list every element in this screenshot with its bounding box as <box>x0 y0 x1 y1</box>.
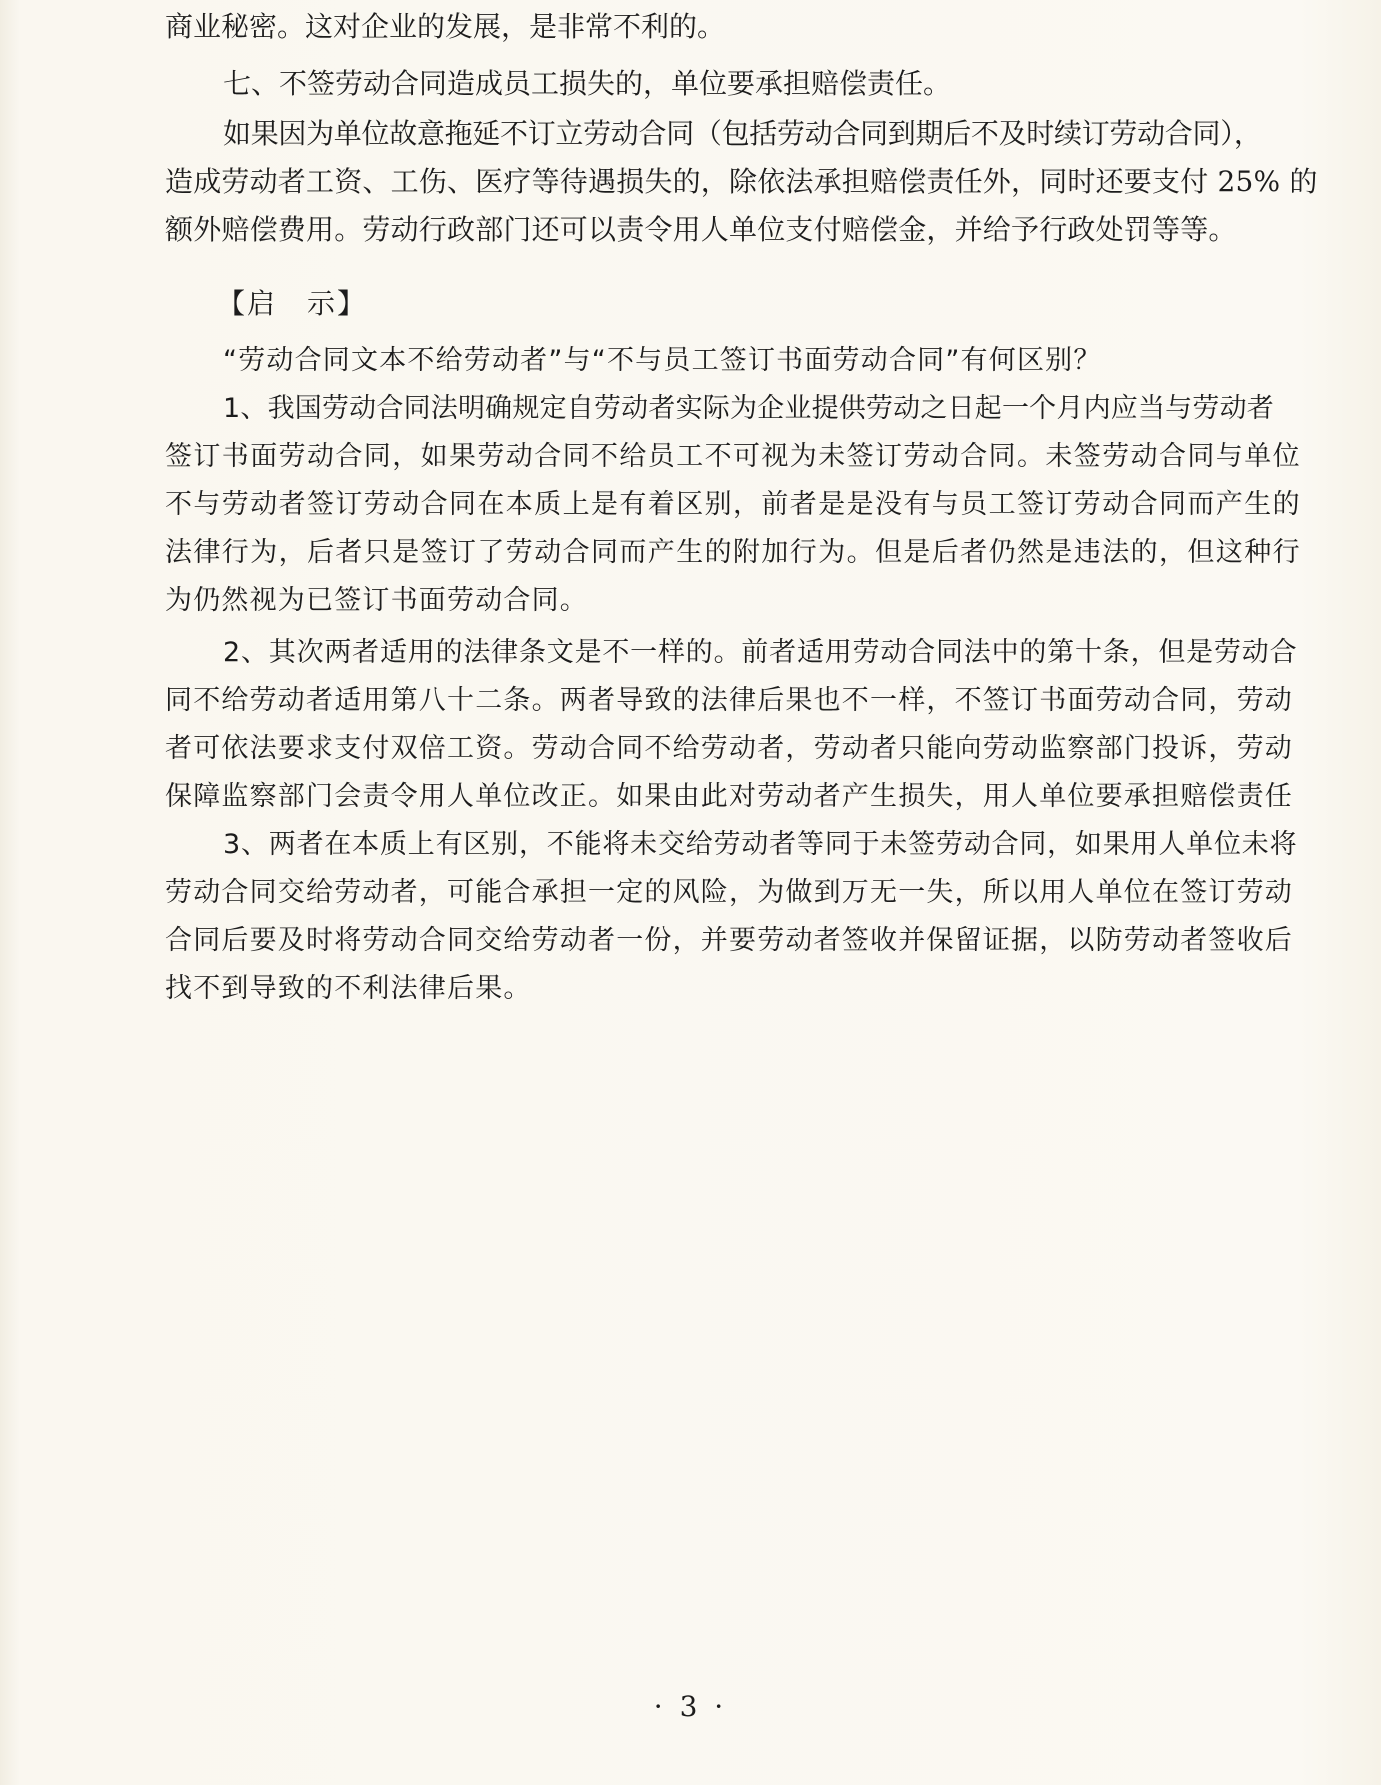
text-line: 额外赔偿费用。劳动行政部门还可以责令用人单位支付赔偿金，并给予行政处罚等等。 <box>165 213 1237 246</box>
text-line: 者可依法要求支付双倍工资。劳动合同不给劳动者，劳动者只能向劳动监察部门投诉，劳动 <box>165 733 1293 764</box>
text-line: 3、两者在本质上有区别，不能将未交给劳动者等同于未签劳动合同，如果用人单位未将 <box>223 829 1298 860</box>
text-line: 如果因为单位故意拖延不订立劳动合同（包括劳动合同到期后不及时续订劳动合同）， <box>223 117 1262 150</box>
text-line: 为仍然视为已签订书面劳动合同。 <box>165 585 588 616</box>
text-line: 劳动合同交给劳动者，可能合承担一定的风险，为做到万无一失，所以用人单位在签订劳动 <box>165 877 1293 908</box>
page-number: · 3 · <box>653 1690 728 1723</box>
text-line: 1、我国劳动合同法明确规定自劳动者实际为企业提供劳动之日起一个月内应当与劳动者 <box>223 393 1274 424</box>
text-line: 商业秘密。这对企业的发展，是非常不利的。 <box>165 10 726 43</box>
text-line: 签订书面劳动合同，如果劳动合同不给员工不可视为未签订劳动合同。未签劳动合同与单位 <box>165 441 1301 472</box>
section-heading: 七、不签劳动合同造成员工损失的，单位要承担赔偿责任。 <box>223 67 952 100</box>
question-line: “劳动合同文本不给劳动者”与“不与员工签订书面劳动合同”有何区别？ <box>223 345 1102 376</box>
text-line: 法律行为，后者只是签订了劳动合同而产生的附加行为。但是后者仍然是违法的，但这种行 <box>165 537 1301 568</box>
text-line: 保障监察部门会责令用人单位改正。如果由此对劳动者产生损失，用人单位要承担赔偿责任 <box>165 781 1293 812</box>
text-line: 合同后要及时将劳动合同交给劳动者一份，并要劳动者签收并保留证据，以防劳动者签收后 <box>165 925 1293 956</box>
text-line: 不与劳动者签订劳动合同在本质上是有着区别，前者是是没有与员工签订劳动合同而产生的 <box>165 489 1301 520</box>
text-line: 同不给劳动者适用第八十二条。两者导致的法律后果也不一样，不签订书面劳动合同，劳动 <box>165 685 1293 716</box>
section-title: 【启 示】 <box>217 287 368 320</box>
text-line: 2、其次两者适用的法律条文是不一样的。前者适用劳动合同法中的第十条，但是劳动合 <box>223 637 1298 668</box>
text-line: 找不到导致的不利法律后果。 <box>165 973 532 1004</box>
text-line: 造成劳动者工资、工伤、医疗等待遇损失的，除依法承担赔偿责任外，同时还要支付 25% 的 <box>165 165 1318 198</box>
